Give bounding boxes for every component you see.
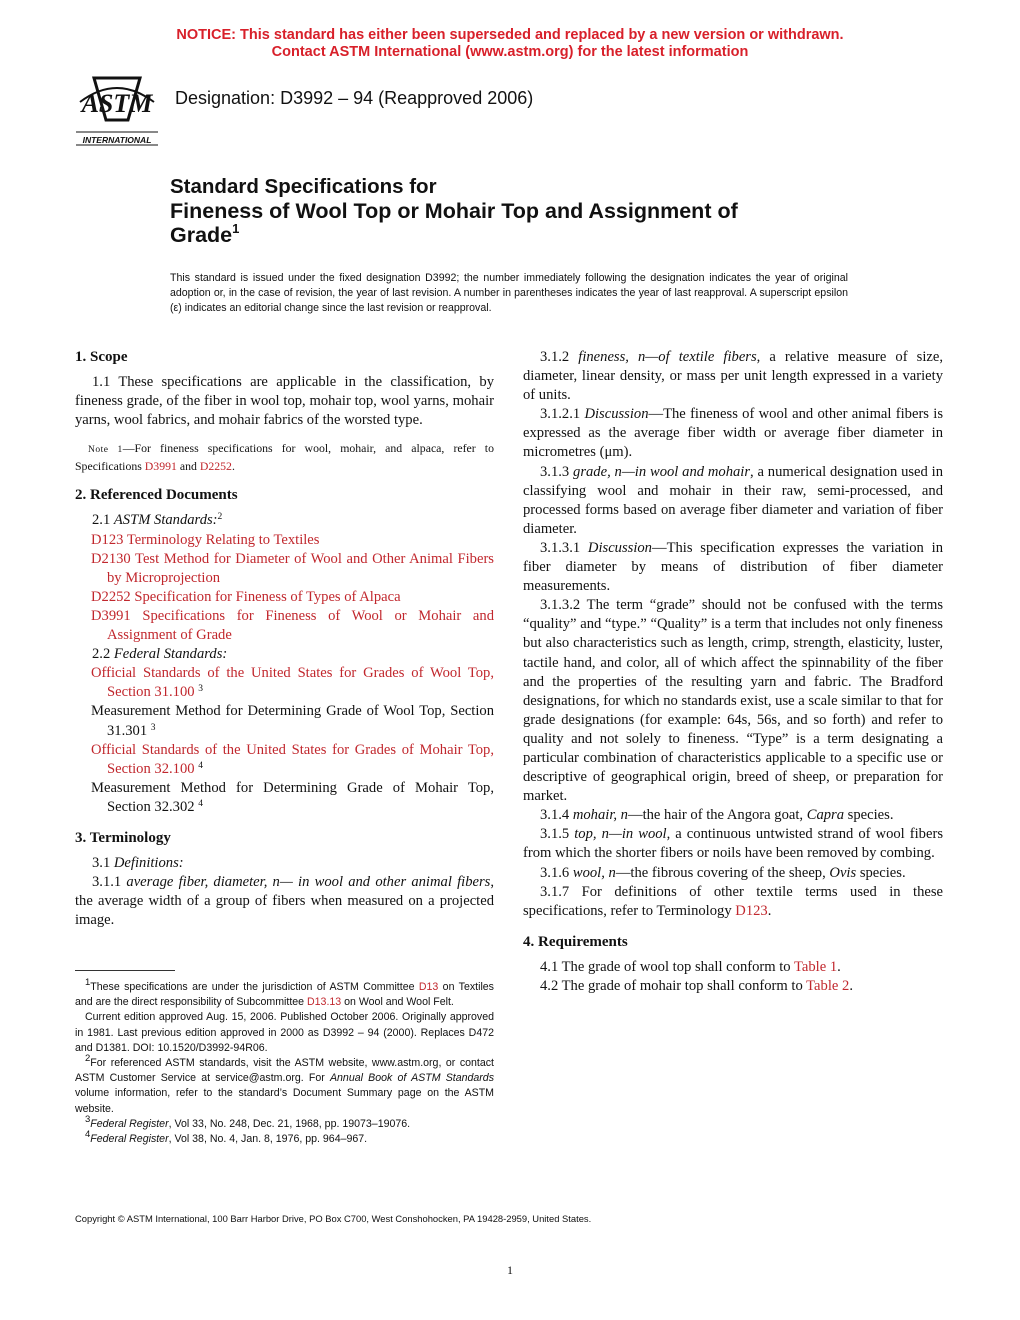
federal-item-wool-standards[interactable]: Official Standards of the United States for Grades of Wool Top, Section 31.100 $^3$ xyxy=(91,665,494,701)
scope-paragraph: 1.1 These specifications are applicable in the classification, by fineness grade, of the fiber in wool top, mohair top, wool yarns, mohair yarns, wool fabrics, and mohair fabrics of the worsted type. xyxy=(75,374,494,429)
note-1: Note 1—For fineness specifications for wool, mohair, and alpaca, refer to Specifications D3991 and D2252. xyxy=(75,441,494,474)
title-line-3: Grade xyxy=(170,223,233,247)
ref-item-d2252[interactable]: D2252 Specification for Fineness of Types of Alpaca xyxy=(91,588,401,605)
ref-item-d2130[interactable]: D2130 Test Method for Diameter of Wool and Other Animal Fibers by Microprojection xyxy=(91,550,494,586)
link-d2252[interactable]: D2252 xyxy=(199,459,232,474)
definitions-label: 3.1 Definitions: xyxy=(92,855,184,872)
section-heading-terminology: 3. Terminology xyxy=(75,829,171,846)
ref-item-d3991[interactable]: D3991 Specifications for Fineness of Wool or Mohair and Assignment of Grade xyxy=(91,607,494,644)
definition-3-1-3: 3.1.3 grade, n—in wool and mohair, a numerical designation used in classifying wool and mohair in their raw, semi-processed, and processed forms based on average fiber diameter and variation of fiber diameter. xyxy=(523,463,943,537)
federal-standards-label: 2.2 Federal Standards: xyxy=(92,646,228,663)
definition-3-1-2: 3.1.2 fineness, n—of textile fibers, a relative measure of size, diameter, linear density, or mass per unit length expressed in a variety of units. xyxy=(523,349,943,404)
discussion-3-1-2-1: 3.1.2.1 Discussion—The fineness of wool and other animal fibers is expressed as the average fiber width or average fiber diameter in micrometres (μm). xyxy=(523,406,944,461)
footnote-divider xyxy=(75,970,175,971)
left-column xyxy=(75,348,494,930)
copyright-line: Copyright © ASTM International, 100 Barr Harbor Drive, PO Box C700, West Conshohocken, PA 19428-2959, United States. xyxy=(75,1213,592,1224)
footnote-4: $^4$Federal Register, Vol 38, No. 4, Jan. 8, 1976, pp. 964–967. xyxy=(85,1129,368,1146)
discussion-3-1-3-1: 3.1.3.1 Discussion—This specification expresses the variation in fiber diameter by means of distribution of fiber diameter measurements. xyxy=(523,539,943,595)
link-d13[interactable]: D13 xyxy=(418,981,439,993)
footnote-2: $^2$For referenced ASTM standards, visit the ASTM website, www.astm.org, or contact ASTM Customer Service at service@astm.org. For Annual Book of ASTM Standards volume information, refer to the standard’s Document Summary page on the ASTM website. xyxy=(75,1053,494,1115)
definition-3-1-1: 3.1.1 average fiber, diameter, n— in wool and other animal fibers, the average width of a group of fibers when measured on a projected image. xyxy=(75,874,494,929)
federal-item-mohair-standards[interactable]: Official Standards of the United States for Grades of Mohair Top, Section 32.100 $^4$ xyxy=(91,741,494,777)
page-number: 1 xyxy=(507,1263,513,1277)
withdrawal-notice xyxy=(0,27,1020,61)
paragraph-3-1-3-2: 3.1.3.2 The term “grade” should not be confused with the terms “quality” and “type.” “Quality” is a term that includes not only fineness but also characteristics such as length, crimp, strength, elasticity, luster, tactile hand, and color, all of which affect the spinnability of the fiber and the properties of the resulting yarn and fabric. The Bradford designations, for which no standards exist, use a scale similar to that for grade designations (for example: 64s, 56s, and so forth) and refer to quality and not solely to fineness. “Type” is a term designating a particular combination of characteristics applicable to a specific use or descriptive of geographical origin, breed of sheep, or preparation for market. xyxy=(523,597,943,805)
definition-3-1-5: 3.1.5 top, n—in wool, a continuous untwisted strand of wool fibers from which the shorter fibers or noils have been removed by combing. xyxy=(523,826,943,862)
definition-3-1-4: 3.1.4 mohair, n—the hair of the Angora goat, Capra species. xyxy=(540,807,894,824)
section-heading-scope: 1. Scope xyxy=(75,349,128,365)
link-d13-13[interactable]: D13.13 xyxy=(307,996,342,1009)
section-heading-requirements: 4. Requirements xyxy=(523,933,628,950)
notice-line-1: NOTICE: This standard has either been superseded and replaced by a new version or withdrawn. xyxy=(176,27,844,43)
footnote-1: $^1$These specifications are under the jurisdiction of ASTM Committee D13 on Textiles and are the direct responsibility of Subcommittee D13.13 on Wool and Wool Felt. xyxy=(75,977,494,1009)
footnotes xyxy=(75,977,494,1147)
astm-logo xyxy=(72,72,162,150)
section-heading-referenced-documents: 2. Referenced Documents xyxy=(75,487,238,504)
title-footnote-mark[interactable]: 1 xyxy=(232,221,240,236)
notice-line-2: Contact ASTM International (www.astm.org) for the latest information xyxy=(271,44,749,60)
footnote-1-edition: Current edition approved Aug. 15, 2006. Published October 2006. Originally approved in 1981. Last previous edition approved in 2000 as D3992 – 94 (2000). Replaces D472 and D1381. DOI: 10.1520/D3992-94R06. xyxy=(75,1011,494,1054)
link-table-1[interactable]: Table 1 xyxy=(794,958,838,975)
link-d3991[interactable]: D3991 xyxy=(144,459,177,474)
link-table-2[interactable]: Table 2 xyxy=(806,978,850,994)
logo-word: INTERNATIONAL xyxy=(82,135,152,145)
ref-item-d123[interactable]: D123 Terminology Relating to Textiles xyxy=(91,531,320,548)
definition-3-1-6: 3.1.6 wool, n—the fibrous covering of the sheep, Ovis species. xyxy=(540,864,906,881)
requirement-4-1: 4.1 The grade of wool top shall conform to Table 1. xyxy=(540,958,841,975)
footnote-3: $^3$Federal Register, Vol 33, No. 248, Dec. 21, 1968, pp. 19073–19076. xyxy=(85,1113,411,1130)
federal-item-wool-method: Measurement Method for Determining Grade of Wool Top, Section 31.301 $^3$ xyxy=(91,703,494,739)
title-line-1: Standard Specifications for xyxy=(170,175,437,198)
logo-mark: ASTM xyxy=(81,89,153,118)
requirement-4-2: 4.2 The grade of mohair top shall conform to Table 2. xyxy=(540,978,853,994)
astm-standards-label: 2.1 ASTM Standards:$^2$ xyxy=(92,512,223,529)
designation: Designation: D3992 – 94 (Reapproved 2006) xyxy=(175,88,534,108)
document-title xyxy=(170,175,738,247)
intro-paragraph: This standard is issued under the fixed designation D3992; the number immediately following the designation indicates the year of original adoption or, in the case of revision, the year of last revision. A number in parentheses indicates the year of last reapproval. A superscript epsilon (ε) indicates an editorial change since the last revision or reapproval. xyxy=(170,272,848,315)
right-column xyxy=(523,348,943,996)
title-line-2: Fineness of Wool Top or Mohair Top and Assignment of xyxy=(170,199,738,223)
federal-item-mohair-method: Measurement Method for Determining Grade of Mohair Top, Section 32.302 $^4$ xyxy=(91,779,494,815)
note-label: Note 1 xyxy=(88,445,123,456)
link-d123[interactable]: D123 xyxy=(735,902,768,919)
paragraph-3-1-7: 3.1.7 For definitions of other textile terms used in these specifications, refer to Terminology D123. xyxy=(523,883,943,919)
